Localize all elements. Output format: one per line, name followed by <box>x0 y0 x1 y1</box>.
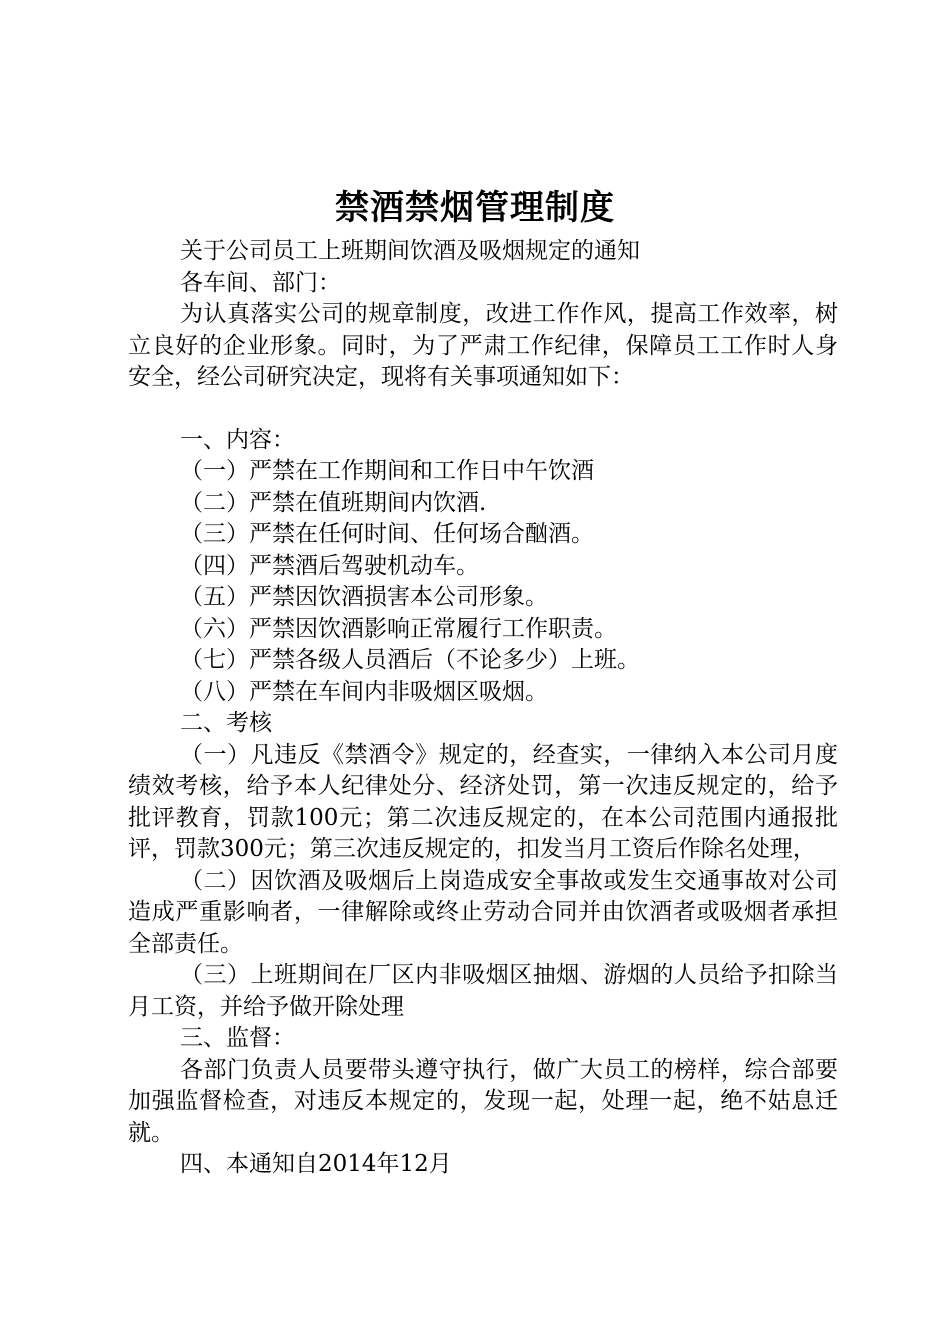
list-item: （二）严禁在值班期间内饮酒. <box>180 489 487 516</box>
document-body <box>128 236 838 1181</box>
section-heading-effective-date: 四、本通知自2014年12月 <box>180 1151 452 1177</box>
document-title: 禁酒禁烟管理制度 <box>335 188 615 228</box>
supervision-paragraph: 各部门负责人员要带头遵守执行，做广大员工的榜样，综合部要加强监督检查，对违反本规定的，发现一起，处理一起，绝不姑息迁就。 <box>128 1056 838 1146</box>
list-item: （一）严禁在工作期间和工作日中午饮酒 <box>180 458 594 484</box>
notice-subtitle: 关于公司员工上班期间饮酒及吸烟规定的通知 <box>180 238 640 264</box>
list-item: （三）严禁在任何时间、任何场合酗酒。 <box>180 521 594 547</box>
assessment-paragraph: （三）上班期间在厂区内非吸烟区抽烟、游烟的人员给予扣除当月工资，并给予做开除处理 <box>128 962 838 1020</box>
section-heading-assessment: 二、考核 <box>180 710 272 736</box>
salutation: 各车间、部门： <box>180 269 341 296</box>
list-item: （七）严禁各级人员酒后（不论多少）上班。 <box>180 647 640 673</box>
intro-paragraph: 为认真落实公司的规章制度，改进工作作风，提高工作效率，树立良好的企业形象。同时，为了严肃工作纪律，保障员工工作时人身安全，经公司研究决定，现将有关事项通知如下： <box>128 301 838 390</box>
assessment-paragraph: （一）凡违反《禁酒令》规定的，经查实，一律纳入本公司月度绩效考核，给予本人纪律处分、经济处罚，第一次违反规定的，给予批评教育，罚款100元；第二次违反规定的，在本公司范围内通报批评，罚款300元；第三次违反规定的，扣发当月工资后作除名处理， <box>128 741 838 862</box>
section-heading-supervision: 三、监督： <box>180 1025 295 1051</box>
blank-line <box>128 394 838 425</box>
list-item: （六）严禁因饮酒影响正常履行工作职责。 <box>180 615 617 642</box>
assessment-paragraph: （二）因饮酒及吸烟后上岗造成安全事故或发生交通事故对公司造成严重影响者，一律解除或终止劳动合同并由饮酒者或吸烟者承担全部责任。 <box>128 867 838 957</box>
section-heading-content: 一、内容： <box>180 426 295 453</box>
list-item: （四）严禁酒后驾驶机动车。 <box>180 552 479 579</box>
list-item: （八）严禁在车间内非吸烟区吸烟。 <box>180 678 548 705</box>
list-item: （五）严禁因饮酒损害本公司形象。 <box>180 584 548 610</box>
